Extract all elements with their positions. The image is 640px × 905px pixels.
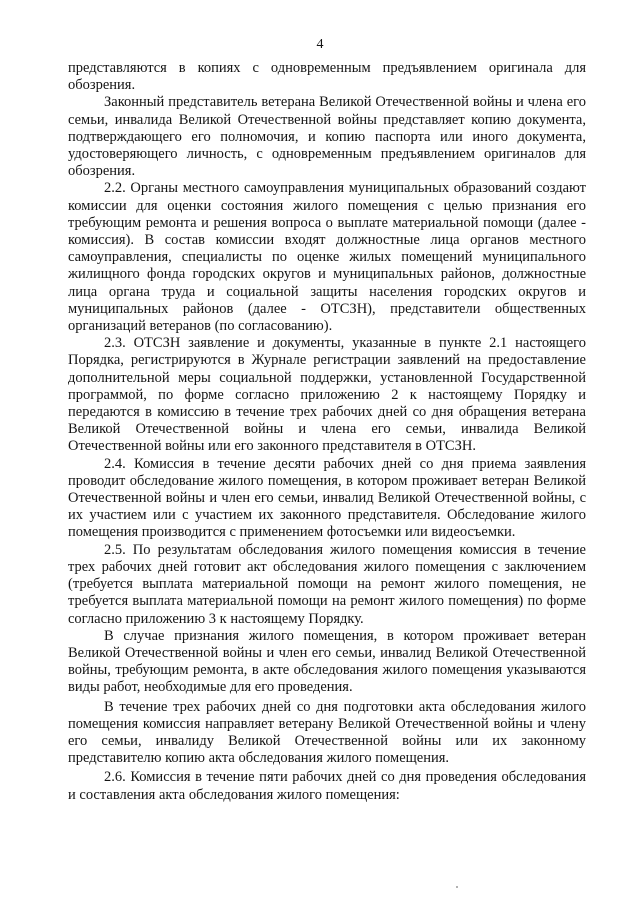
page-number: 4 bbox=[316, 37, 324, 52]
document-body bbox=[68, 60, 586, 804]
paragraph-2-5: 2.5. По результатам обследования жилого помещения комиссия в течение трех рабочих дней готовит акт обследования жилого помещения с заключением (требуется выплата материальной помощи на ремонт жилого помещения, не требуется выплата материальной помощи на ремонт жилого помещения) по форме согласно приложению 3 к настоящему Порядку. bbox=[68, 541, 586, 627]
paragraph-2-2: 2.2. Органы местного самоуправления муниципальных образований создают комиссии для оценки состояния жилого помещения с целью признания его требующим ремонта и решения вопроса о выплате материальной помощи (далее - комиссия). В состав комиссии входят должностные лица органов местного самоуправления, специалисты по оценке жилых помещений муниципального жилищного фонда городских округов и муниципальных районов, должностные лица органа труда и социальной защиты населения городских округов и муниципальных районов (далее - ОТСЗН), представители общественных организаций ветеранов (по согласованию). bbox=[68, 180, 586, 335]
paragraph-legal-representative: Законный представитель ветерана Великой Отечественной войны и члена его семьи, инвалида Великой Отечественной войны представляет копию документа, подтверждающего его полномочия, и копию паспорта или иного документа, удостоверяющего личность, с одновременным предъявлением оригиналов для обозрения. bbox=[68, 94, 586, 180]
scan-speck bbox=[456, 886, 458, 888]
paragraph-continuation: представляются в копиях с одновременным предъявлением оригинала для обозрения. bbox=[68, 60, 586, 94]
paragraph-repair-required: В случае признания жилого помещения, в котором проживает ветеран Великой Отечественной войны и член его семьи, инвалид Великой Отечественной войны, требующим ремонта, в акте обследования жилого помещения указываются виды работ, необходимые для его проведения. bbox=[68, 627, 586, 696]
paragraph-2-3: 2.3. ОТСЗН заявление и документы, указанные в пункте 2.1 настоящего Порядка, регистрируются в Журнале регистрации заявлений на предоставление дополнительной меры социальной поддержки, установленной Государственной программой, по форме согласно приложению 2 к настоящему Порядку и передаются в комиссию в течение трех рабочих дней со дня обращения ветерана Великой Отечественной войны и члена его семьи, инвалида Великой Отечественной войны или его законного представителя в ОТСЗН. bbox=[68, 335, 586, 455]
paragraph-act-copy: В течение трех рабочих дней со дня подготовки акта обследования жилого помещения комиссия направляет ветерану Великой Отечественной войны и члену его семьи, инвалиду Великой Отечественной войны или их законному представителю копию акта обследования жилого помещения. bbox=[68, 698, 586, 767]
paragraph-2-4: 2.4. Комиссия в течение десяти рабочих дней со дня приема заявления проводит обследование жилого помещения, в котором проживает ветеран Великой Отечественной войны и член его семьи, инвалид Великой Отечественной войны, с их участием или с участием их законного представителя. Обследование жилого помещения производится с применением фотосъемки или видеосъемки. bbox=[68, 455, 586, 541]
paragraph-2-6: 2.6. Комиссия в течение пяти рабочих дней со дня проведения обследования и составления акта обследования жилого помещения: bbox=[68, 769, 586, 803]
